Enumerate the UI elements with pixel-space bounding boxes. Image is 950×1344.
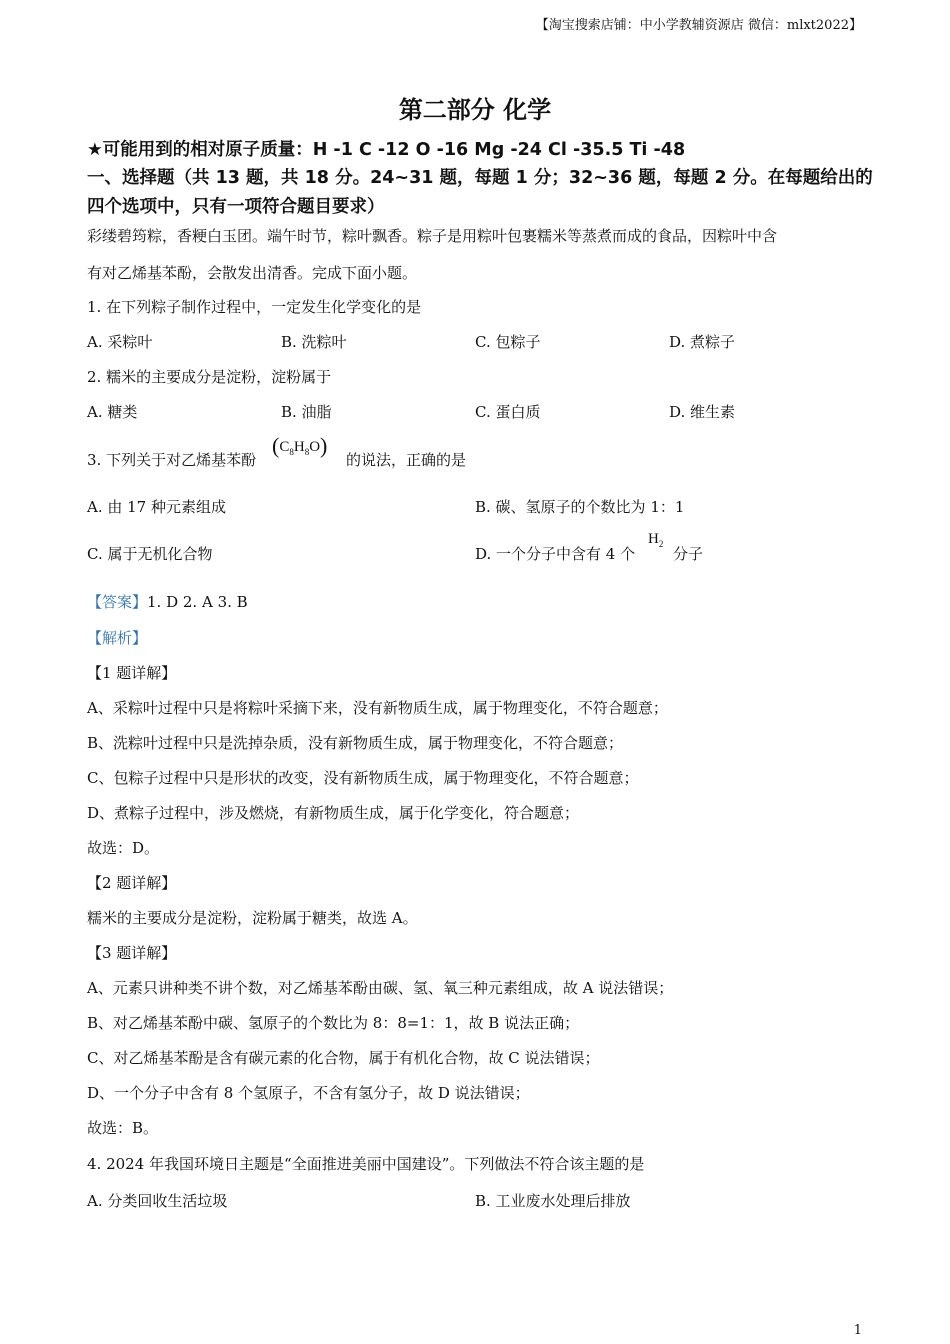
q3-stem-prefix: 3. 下列关于对乙烯基苯酚 (87, 451, 257, 469)
analysis-tag: 【解析】 (87, 629, 148, 647)
q2-stem: 2. 糯米的主要成分是淀粉，淀粉属于 (87, 368, 332, 386)
detail1-b: B、洗粽叶过程中只是洗掉杂质，没有新物质生成，属于物理变化，不符合题意； (87, 734, 624, 752)
q3-option-d-suffix: 分子 (673, 545, 704, 563)
q4-stem: 4. 2024 年我国环境日主题是“全面推进美丽中国建设”。下列做法不符合该主题的是 (87, 1155, 645, 1173)
detail1-choice: 故选：D。 (87, 839, 160, 857)
answer-text: 1. D 2. A 3. B (147, 593, 248, 611)
detail1-heading: 【1 题详解】 (87, 664, 177, 682)
detail1-a: A、采粽叶过程中只是将粽叶采摘下来，没有新物质生成，属于物理变化，不符合题意； (87, 699, 668, 717)
q2-option-b: B. 油脂 (281, 403, 332, 421)
detail3-d: D、一个分子中含有 8 个氢原子，不含有氢分子，故 D 说法错误； (87, 1084, 530, 1102)
q2-option-a: A. 糖类 (87, 403, 138, 421)
answer-tag: 【答案】 (87, 593, 148, 611)
detail3-c: C、对乙烯基苯酚是含有碳元素的化合物，属于有机化合物，故 C 说法错误； (87, 1049, 600, 1067)
atomic-mass-note: ★可能用到的相对原子质量：H -1 C -12 O -16 Mg -24 Cl -35.5 Ti -48 (87, 140, 686, 160)
detail3-b: B、对乙烯基苯酚中碳、氢原子的个数比为 8：8=1：1，故 B 说法正确； (87, 1014, 580, 1032)
q1-option-b: B. 洗粽叶 (281, 333, 347, 351)
q4-option-a: A. 分类回收生活垃圾 (87, 1192, 228, 1210)
answer-line (87, 591, 248, 612)
q2-option-c: C. 蛋白质 (475, 403, 541, 421)
detail2-heading: 【2 题详解】 (87, 874, 177, 892)
page-title: 第二部分 化学 (398, 96, 552, 124)
detail1-d: D、煮粽子过程中，涉及燃烧，有新物质生成，属于化学变化，符合题意； (87, 804, 580, 822)
q3-option-b: B. 碳、氢原子的个数比为 1：1 (475, 498, 685, 516)
intro-line1: 彩缕碧筠粽，香粳白玉团。端午时节，粽叶飘香。粽子是用粽叶包裹糯米等蒸煮而成的食品，因粽叶中含 (87, 227, 778, 245)
shop-header-note: 【淘宝搜索店铺：中小学教辅资源店 微信：mlxt2022】 (535, 18, 862, 33)
q1-option-c: C. 包粽子 (475, 333, 541, 351)
q1-option-a: A. 采粽叶 (87, 333, 153, 351)
detail3-a: A、元素只讲种类不讲个数，对乙烯基苯酚由碳、氢、氧三种元素组成，故 A 说法错误； (87, 979, 674, 997)
section-heading-line1: 一、选择题（共 13 题，共 18 分。24~31 题，每题 1 分；32~36 题，每题 2 分。在每题给出的 (87, 168, 873, 188)
q4-option-b: B. 工业废水处理后排放 (475, 1192, 631, 1210)
q3-option-d-prefix: D. 一个分子中含有 4 个 (475, 545, 636, 563)
q3-option-c: C. 属于无机化合物 (87, 545, 213, 563)
detail2-text: 糯米的主要成分是淀粉，淀粉属于糖类，故选 A。 (87, 909, 418, 927)
q1-stem: 1. 在下列粽子制作过程中，一定发生化学变化的是 (87, 298, 422, 316)
detail1-c: C、包粽子过程中只是形状的改变，没有新物质生成，属于物理变化，不符合题意； (87, 769, 639, 787)
detail3-heading: 【3 题详解】 (87, 944, 177, 962)
q3-option-a: A. 由 17 种元素组成 (87, 498, 226, 516)
q2-option-d: D. 维生素 (669, 403, 736, 421)
q3-formula-c8h8o: $(C_8H_8O)$ (272, 433, 328, 458)
detail3-choice: 故选：B。 (87, 1119, 159, 1137)
q3-stem-suffix: 的说法，正确的是 (346, 451, 467, 469)
page-number: 1 (853, 1323, 862, 1338)
section-heading-line2: 四个选项中，只有一项符合题目要求） (87, 197, 385, 217)
intro-line2: 有对乙烯基苯酚，会散发出清香。完成下面小题。 (87, 264, 418, 282)
q1-option-d: D. 煮粽子 (669, 333, 736, 351)
q3-option-d-formula-h2: $H_2$ (648, 531, 664, 549)
